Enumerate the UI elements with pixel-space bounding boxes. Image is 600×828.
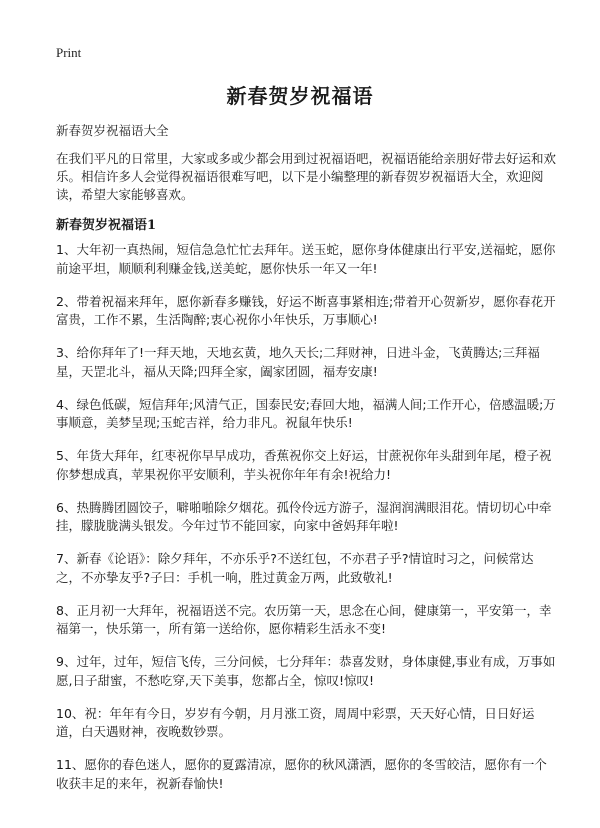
list-item: 3、给你拜年了!一拜天地，天地玄黄，地久天长;二拜财神，日进斗金，飞黄腾达;三拜福星，天罡北斗，福从天降;四拜全家，阖家团圆，福寿安康! — [56, 345, 540, 379]
intro-paragraph: 在我们平凡的日常里，大家或多或少都会用到过祝福语吧，祝福语能给亲朋好带去好运和欢乐。相信许多人会觉得祝福语很难写吧，以下是小编整理的新春贺岁祝福语大全，欢迎阅读，希望大家能够喜欢。 — [56, 151, 557, 202]
list-item: 11、愿你的春色迷人，愿你的夏露清凉，愿你的秋风潇洒，愿你的冬雪皎洁，愿你有一个收获丰足的来年，祝新春愉快! — [56, 757, 547, 791]
list-item: 2、带着祝福来拜年，愿你新春多赚钱，好运不断喜事紧相连;带着开心贺新岁，愿你春花开富贵，工作不累，生活陶醉;衷心祝你小年快乐，万事顺心! — [56, 293, 556, 327]
page-title: 新春贺岁祝福语 — [226, 84, 374, 108]
list-item: 4、绿色低碳，短信拜年;风清气正，国泰民安;春回大地，福满人间;工作开心，倍感温暖;万事顺意，美梦呈现;玉蛇吉祥，给力非凡。祝鼠年快乐! — [56, 396, 556, 430]
list-item: 7、新春《论语》：除夕拜年，不亦乐乎?不送红包，不亦君子乎?情谊时习之，问候常达之，不亦挚友乎?子曰：手机一响，胜过黄金万两，此致敬礼! — [56, 551, 534, 585]
list-item: 10、祝：年年有今日，岁岁有今朝，月月涨工资，周周中彩票，天天好心情，日日好运道，白天遇财神，夜晚数钞票。 — [56, 705, 535, 739]
section-heading: 新春贺岁祝福语1 — [56, 218, 157, 233]
list-item: 9、过年，过年，短信飞传，三分问候，七分拜年：恭喜发财，身体康健,事业有成，万事如愿,日子甜蜜，不愁吃穿,天下美事，您都占全，惊叹!惊叹! — [56, 654, 556, 688]
list-item: 6、热腾腾团圆饺子，噼啪啪除夕烟花。孤伶伶远方游子，湿润润满眼泪花。情切切心中牵挂，朦胧胧满头银发。今年过节不能回家，向家中爸妈拜年啦! — [56, 499, 552, 533]
blessings-list — [56, 241, 556, 808]
print-link[interactable]: Print — [56, 45, 82, 60]
list-item: 8、正月初一大拜年，祝福语送不完。农历第一天，思念在心间，健康第一，平安第一，幸福第一，快乐第一，所有第一送给你，愿你精彩生活永不变! — [56, 602, 552, 636]
list-item: 5、年货大拜年，红枣祝你早早成功，香蕉祝你交上好运，甘蔗祝你年头甜到年尾，橙子祝你梦想成真，苹果祝你平安顺利，芋头祝你年年有余!祝给力! — [56, 448, 552, 482]
page-subtitle: 新春贺岁祝福语大全 — [56, 123, 169, 138]
list-item: 1、大年初一真热闹，短信急急忙忙去拜年。送玉蛇，愿你身体健康出行平安,送福蛇，愿你前途平坦，顺顺利利赚金钱,送美蛇，愿你快乐一年又一年! — [56, 242, 556, 276]
